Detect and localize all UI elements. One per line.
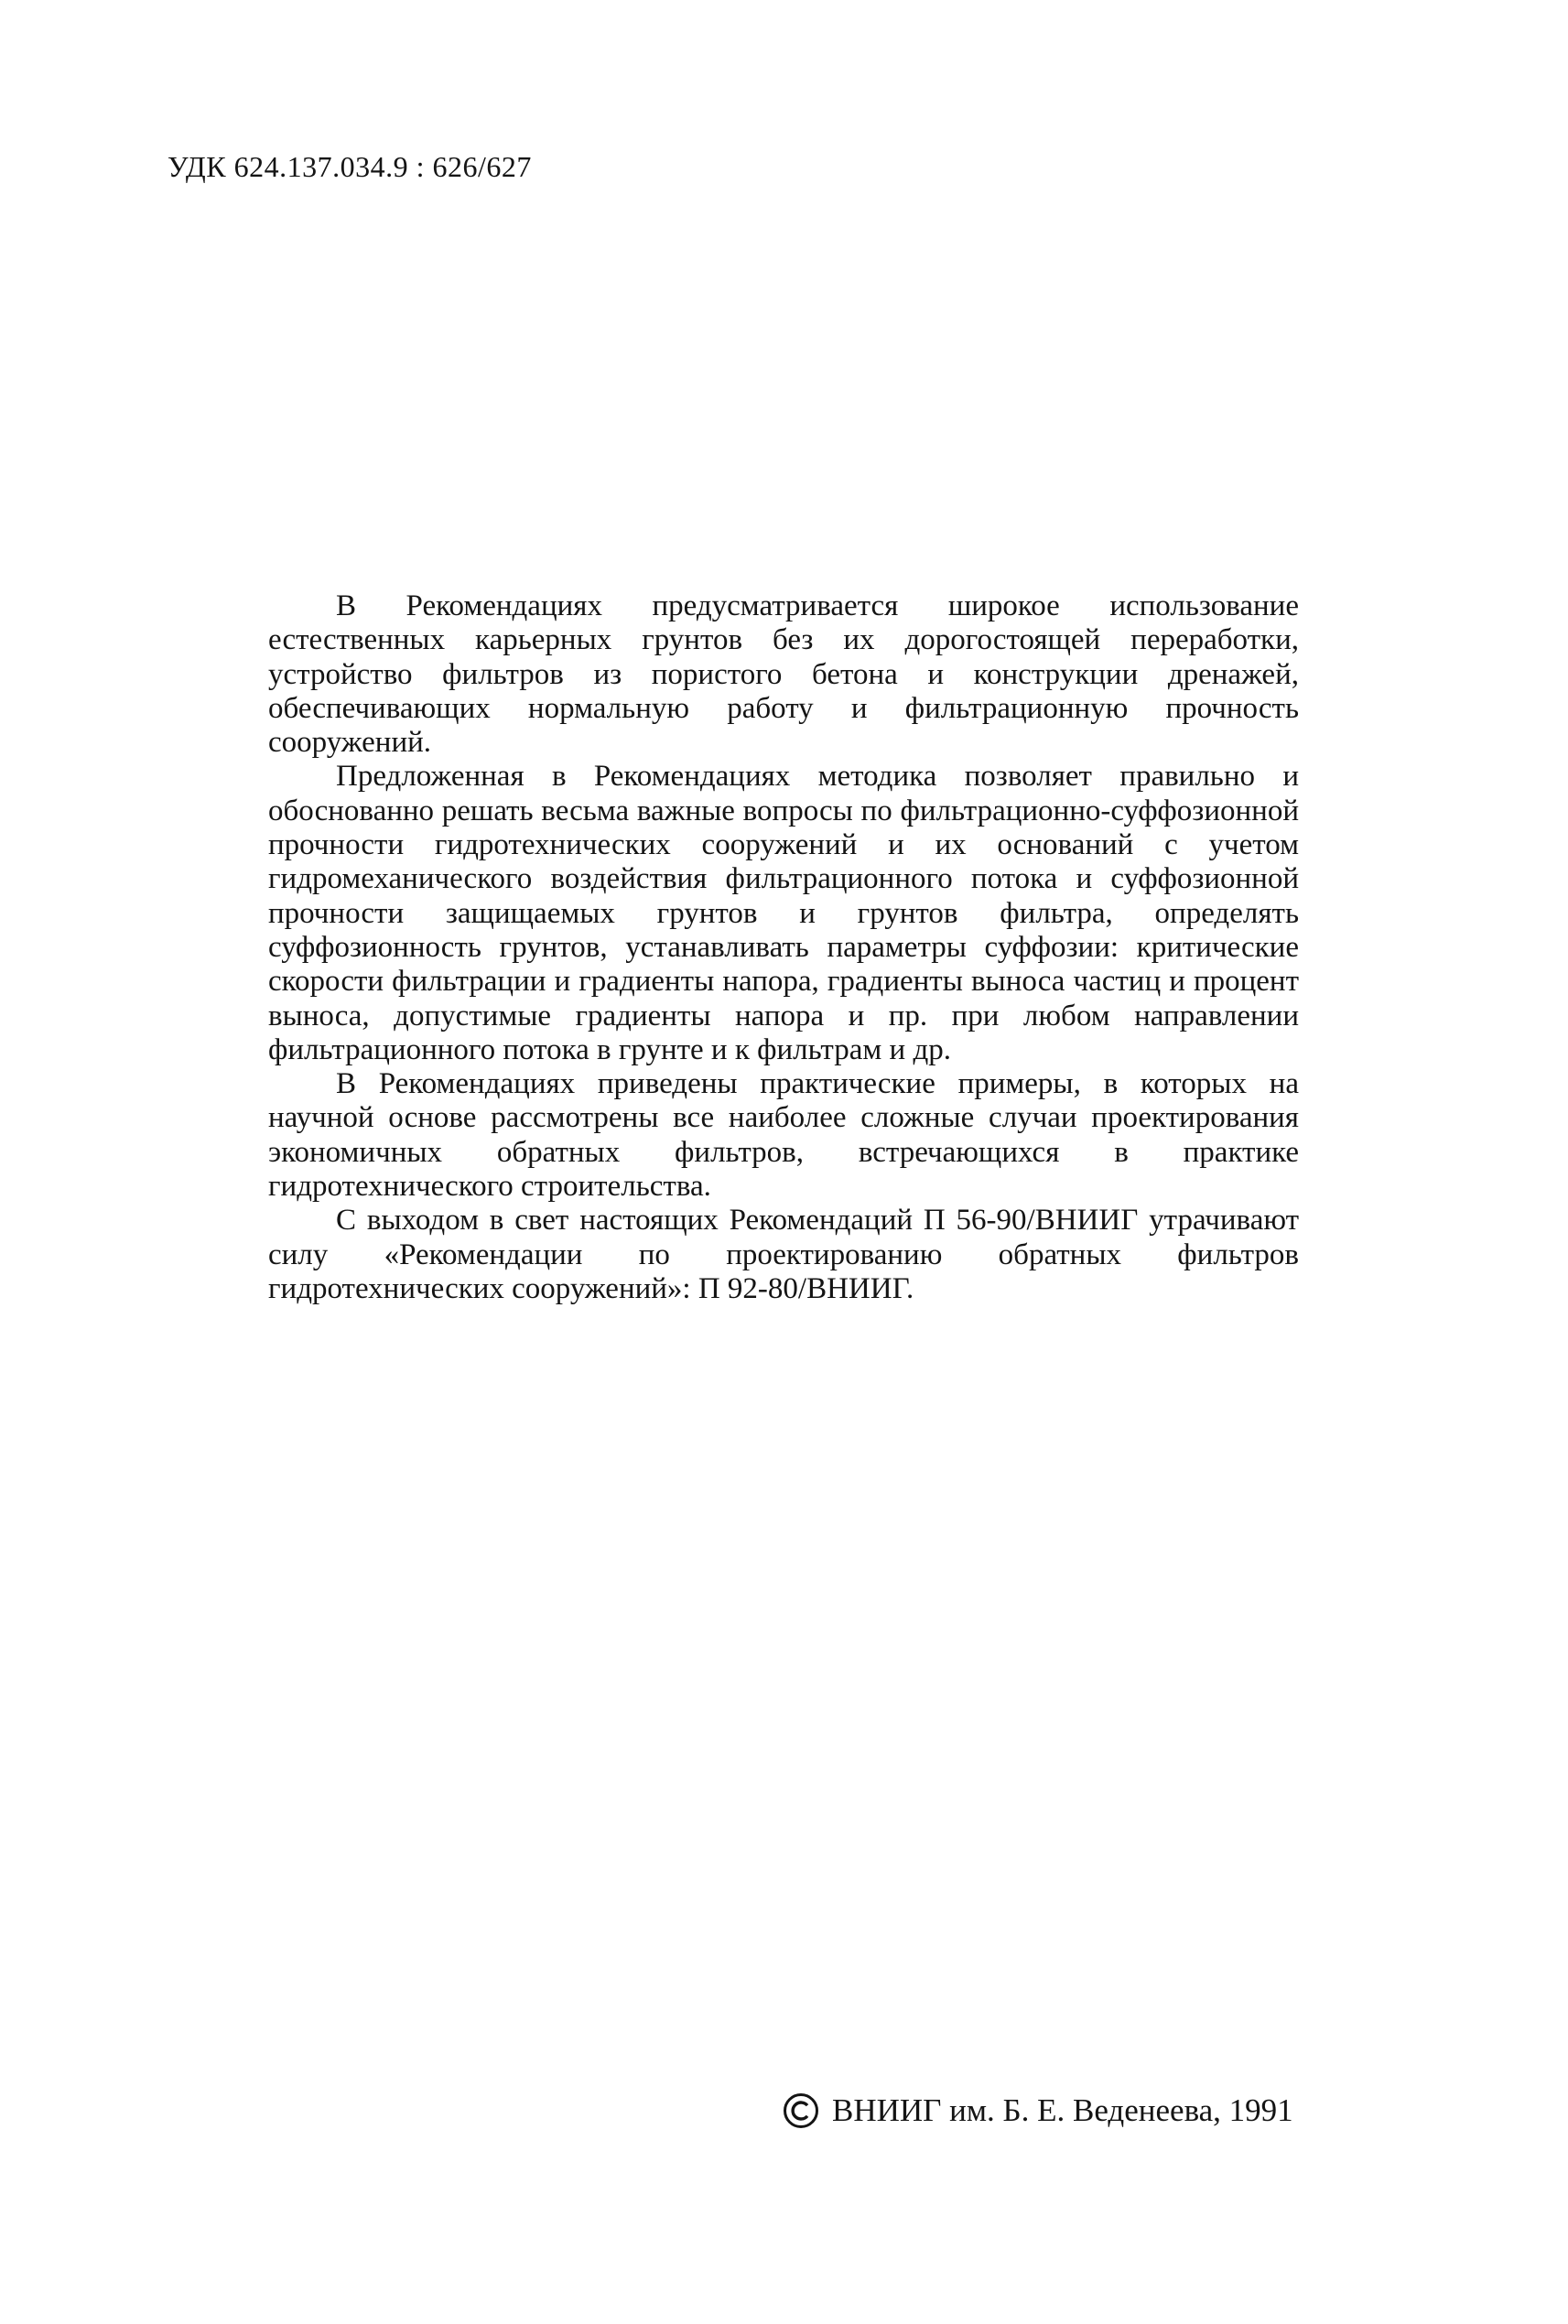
abstract-paragraph-1: В Рекомендациях предусматривается широкое использование естественных карьерных грунтов без их дорогостоящей переработки, устройство фильтров из пористого бетона и конструкции дренажей, обеспечивающих нормальную работу и фильтрационную прочность сооружений. xyxy=(268,589,1299,760)
abstract-paragraph-3: В Рекомендациях приведены практические примеры, в которых на научной основе рассмотрены все наиболее сложные случаи проектирования экономичных обратных фильтров, встречающихся в практике гидротехнического строительства. xyxy=(268,1067,1299,1204)
abstract-paragraph-4: С выходом в свет настоящих Рекомендаций П 56-90/ВНИИГ утрачивают силу «Рекомендации по проектированию обратных фильтров гидротехнических сооружений»: П 92-80/ВНИИГ. xyxy=(268,1204,1299,1305)
copyright-icon xyxy=(783,2092,819,2129)
udk-classification: УДК 624.137.034.9 : 626/627 xyxy=(168,150,532,183)
abstract-text xyxy=(268,589,1299,1306)
abstract-paragraph-2: Предложенная в Рекомендациях методика позволяет правильно и обоснованно решать весьма важные вопросы по фильтрационно-суффозионной прочности гидротехнических сооружений и их оснований с учетом гидромеханического воздействия фильтрационного потока и суффозионной прочности защищаемых грунтов и грунтов фильтра, определять суффозионность грунтов, устанавливать параметры суффозии: критические скорости фильтрации и градиенты напора, градиенты выноса частиц и процент выноса, допустимые градиенты напора и пр. при любом направлении фильтрационного потока в грунте и к фильтрам и др. xyxy=(268,760,1299,1066)
copyright-notice xyxy=(783,2091,1293,2131)
copyright-text: ВНИИГ им. Б. Е. Веденеева, 1991 xyxy=(832,2092,1293,2128)
